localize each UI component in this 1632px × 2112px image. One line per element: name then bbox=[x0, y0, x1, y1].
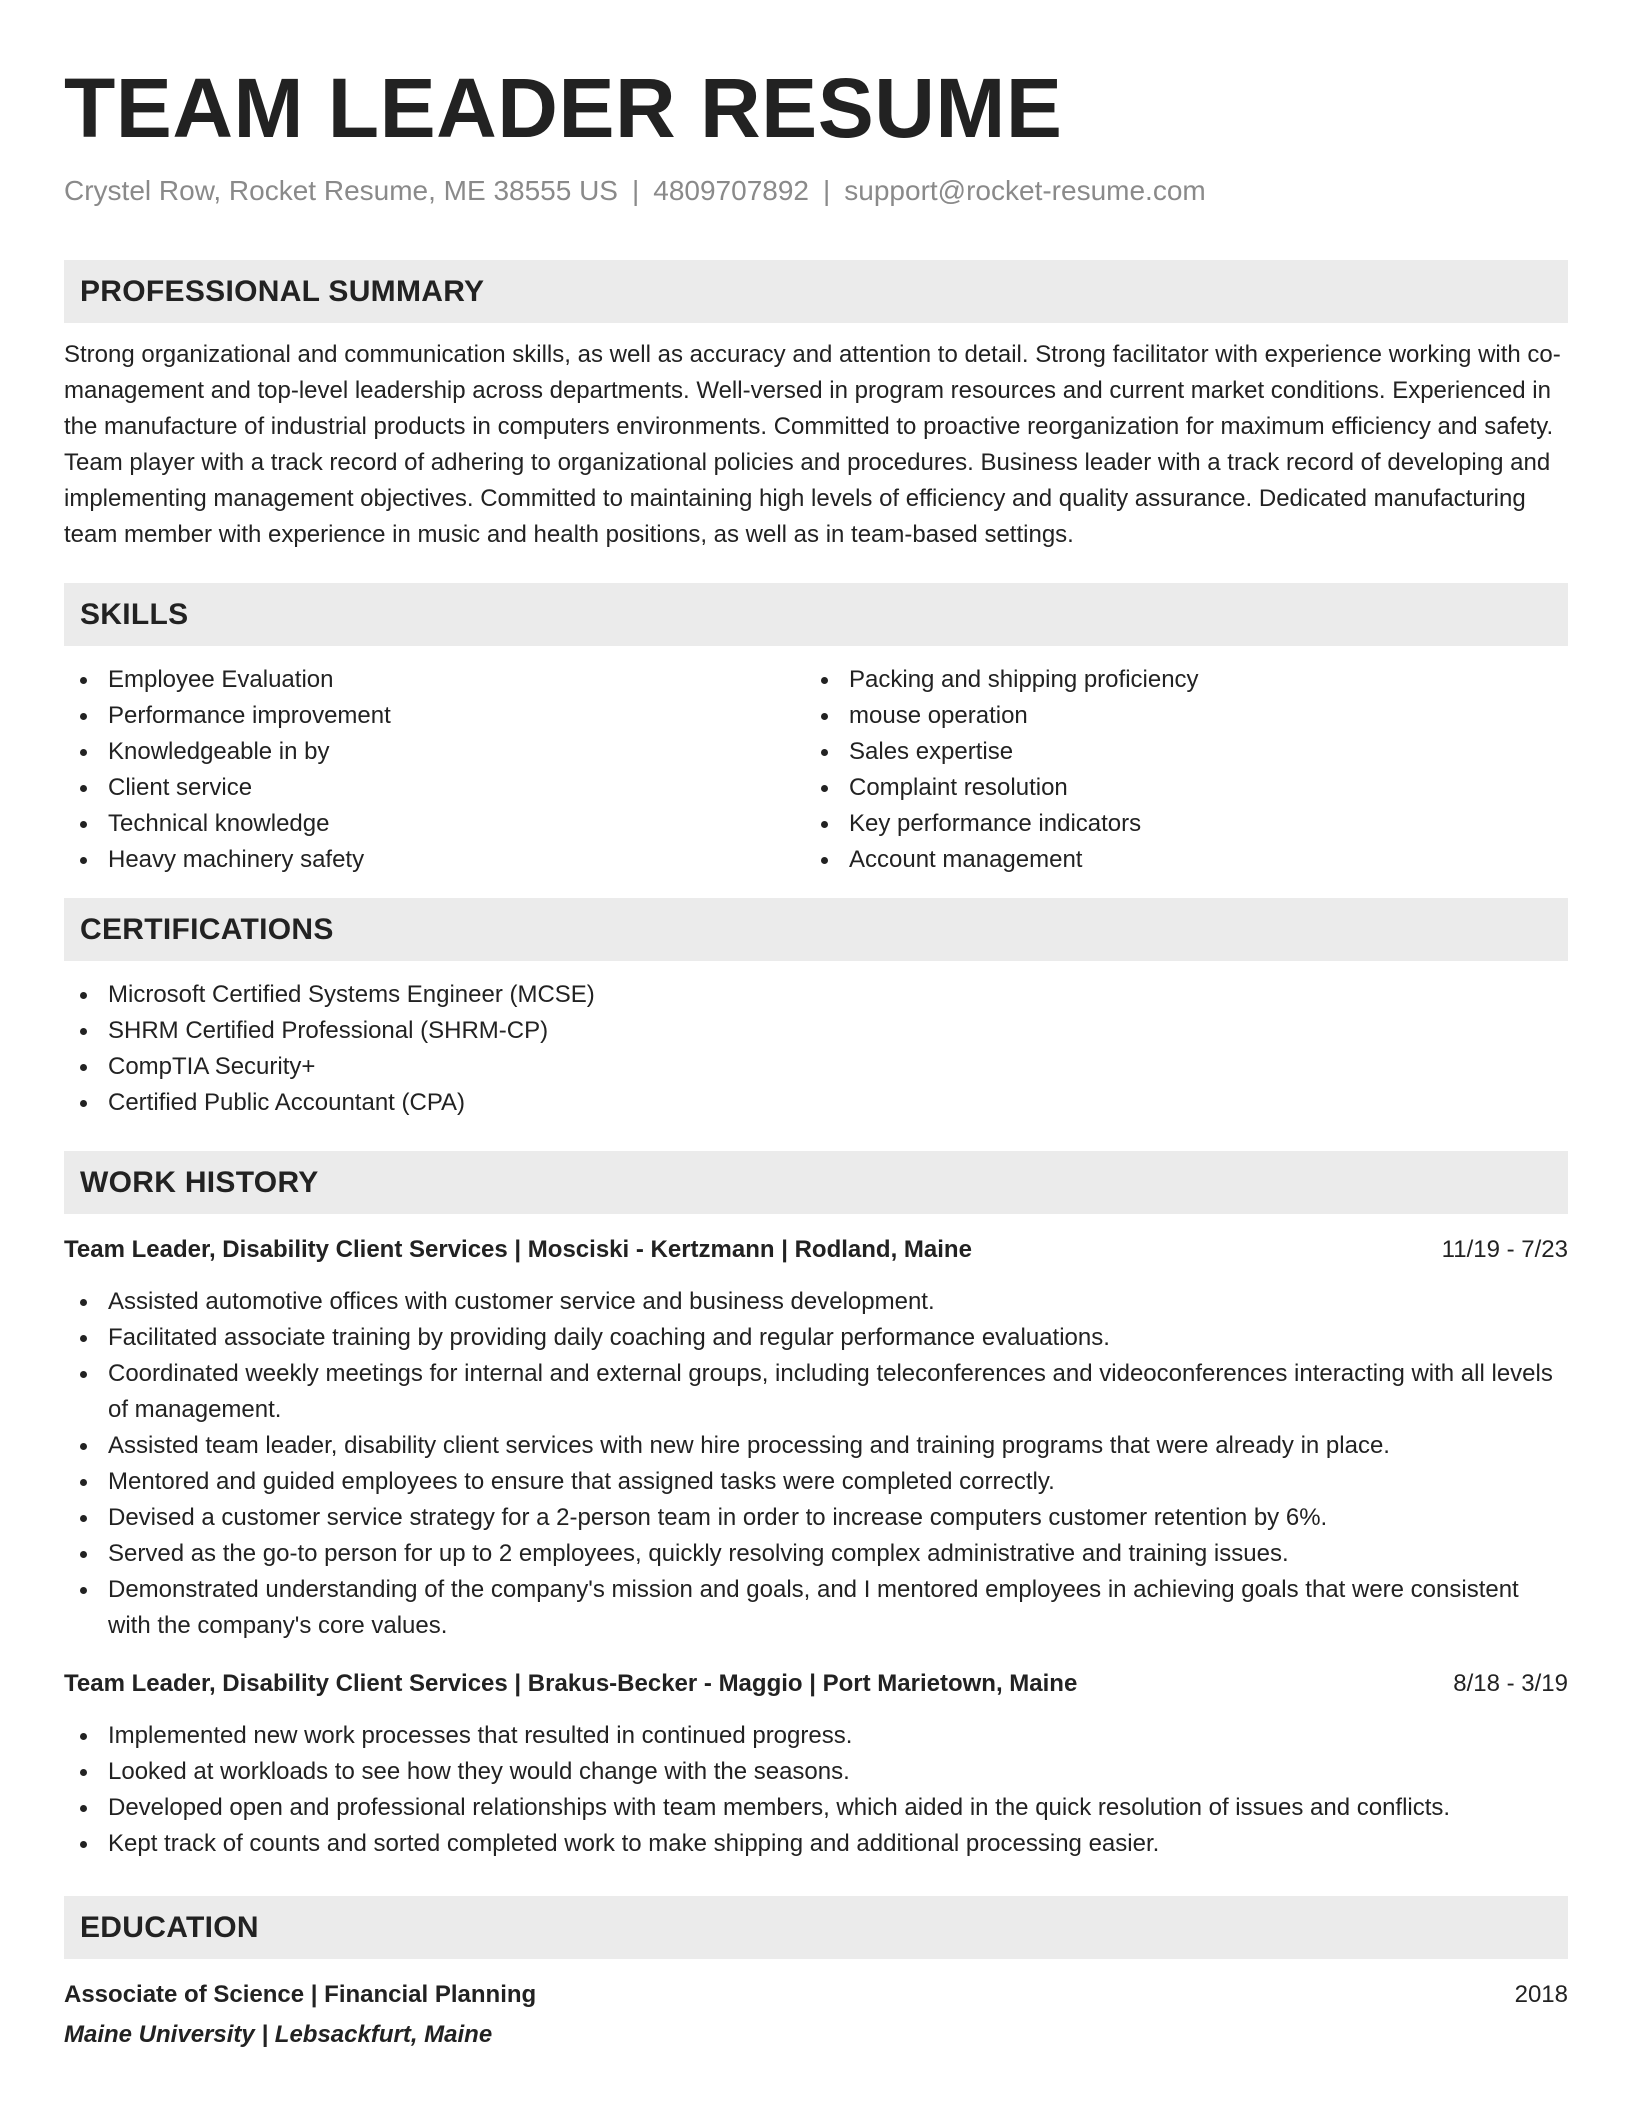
summary-text: Strong organizational and communication skills, as well as accuracy and attention to detail. Strong facilitator with experience working with co-management and top-level leadership across departments. Well-versed in program resources and current market conditions. Experienced in the manufacture of industrial products in computers environments. Committed to proactive reorganization for maximum efficiency and safety. Team player with a track record of adhering to organizational policies and procedures. Business leader with a track record of developing and implementing management objectives. Committed to maintaining high levels of efficiency and quality assurance. Dedicated manufacturing team member with experience in music and health positions, as well as in team-based settings. bbox=[64, 341, 1561, 548]
skills-list-left bbox=[64, 662, 805, 878]
job-header bbox=[64, 1232, 1568, 1268]
job-bullet: Developed open and professional relationships with team members, which aided in the quick resolution of issues and conflicts. bbox=[64, 1790, 1568, 1826]
certification-item: Certified Public Accountant (CPA) bbox=[64, 1085, 1568, 1121]
job-bullet: Kept track of counts and sorted completed work to make shipping and additional processing easier. bbox=[64, 1826, 1568, 1862]
job-entry bbox=[64, 1666, 1568, 1862]
education-year: 2018 bbox=[1514, 1981, 1568, 2008]
contact-email: support@rocket-resume.com bbox=[844, 175, 1206, 206]
contact-separator: | bbox=[631, 175, 640, 206]
job-bullet: Mentored and guided employees to ensure that assigned tasks were completed correctly. bbox=[64, 1464, 1568, 1500]
certifications-heading: CERTIFICATIONS bbox=[64, 898, 1568, 961]
contact-line bbox=[64, 174, 1568, 208]
certification-item: Microsoft Certified Systems Engineer (MCSE) bbox=[64, 977, 1568, 1013]
job-bullets bbox=[64, 1718, 1568, 1862]
skill-item: Performance improvement bbox=[64, 698, 805, 734]
work-history-heading: WORK HISTORY bbox=[64, 1151, 1568, 1214]
resume-title: TEAM LEADER RESUME bbox=[64, 61, 1063, 155]
education-header bbox=[64, 1977, 1568, 2013]
job-title: Team Leader, Disability Client Services | Brakus-Becker - Maggio | Port Marietown, Maine bbox=[64, 1670, 1078, 1697]
skill-item: Technical knowledge bbox=[64, 806, 805, 842]
job-bullet: Implemented new work processes that resulted in continued progress. bbox=[64, 1718, 1568, 1754]
skill-item: mouse operation bbox=[805, 698, 1546, 734]
skill-item: Complaint resolution bbox=[805, 770, 1546, 806]
job-header bbox=[64, 1666, 1568, 1702]
contact-address: Crystel Row, Rocket Resume, ME 38555 US bbox=[64, 175, 618, 206]
skills-columns bbox=[64, 662, 1568, 878]
skill-item: Knowledgeable in by bbox=[64, 734, 805, 770]
skills-list-right bbox=[805, 662, 1546, 878]
skills-heading: SKILLS bbox=[64, 583, 1568, 646]
job-bullets bbox=[64, 1284, 1568, 1644]
job-bullet: Facilitated associate training by providing daily coaching and regular performance evaluations. bbox=[64, 1320, 1568, 1356]
job-bullet: Demonstrated understanding of the company's mission and goals, and I mentored employees in achieving goals that were consistent with the company's core values. bbox=[64, 1572, 1568, 1644]
skill-item: Employee Evaluation bbox=[64, 662, 805, 698]
summary-heading: PROFESSIONAL SUMMARY bbox=[64, 260, 1568, 323]
skill-item: Client service bbox=[64, 770, 805, 806]
job-bullet: Coordinated weekly meetings for internal and external groups, including teleconferences and videoconferences interacting with all levels of management. bbox=[64, 1356, 1568, 1428]
certification-item: SHRM Certified Professional (SHRM-CP) bbox=[64, 1013, 1568, 1049]
certification-item: CompTIA Security+ bbox=[64, 1049, 1568, 1085]
education-school: Maine University | Lebsackfurt, Maine bbox=[64, 2021, 493, 2048]
skill-item: Packing and shipping proficiency bbox=[805, 662, 1546, 698]
job-title: Team Leader, Disability Client Services | Mosciski - Kertzmann | Rodland, Maine bbox=[64, 1236, 972, 1263]
job-bullet: Served as the go-to person for up to 2 employees, quickly resolving complex administrative and training issues. bbox=[64, 1536, 1568, 1572]
education-heading: EDUCATION bbox=[64, 1896, 1568, 1959]
job-dates: 8/18 - 3/19 bbox=[1453, 1670, 1568, 1697]
contact-separator: | bbox=[823, 175, 831, 206]
skill-item: Heavy machinery safety bbox=[64, 842, 805, 878]
job-entry bbox=[64, 1232, 1568, 1644]
job-bullet: Assisted automotive offices with customer service and business development. bbox=[64, 1284, 1568, 1320]
education-degree: Associate of Science | Financial Planning bbox=[64, 1981, 537, 2008]
education-entry bbox=[64, 1977, 1568, 2053]
job-bullet: Devised a customer service strategy for a 2-person team in order to increase computers customer retention by 6%. bbox=[64, 1500, 1568, 1536]
skill-item: Sales expertise bbox=[805, 734, 1546, 770]
skill-item: Key performance indicators bbox=[805, 806, 1546, 842]
contact-phone: 4809707892 bbox=[653, 175, 809, 206]
skill-item: Account management bbox=[805, 842, 1546, 878]
job-dates: 11/19 - 7/23 bbox=[1441, 1236, 1568, 1263]
certifications-list bbox=[64, 977, 1568, 1121]
job-bullet: Assisted team leader, disability client services with new hire processing and training programs that were already in place. bbox=[64, 1428, 1568, 1464]
job-bullet: Looked at workloads to see how they would change with the seasons. bbox=[64, 1754, 1568, 1790]
